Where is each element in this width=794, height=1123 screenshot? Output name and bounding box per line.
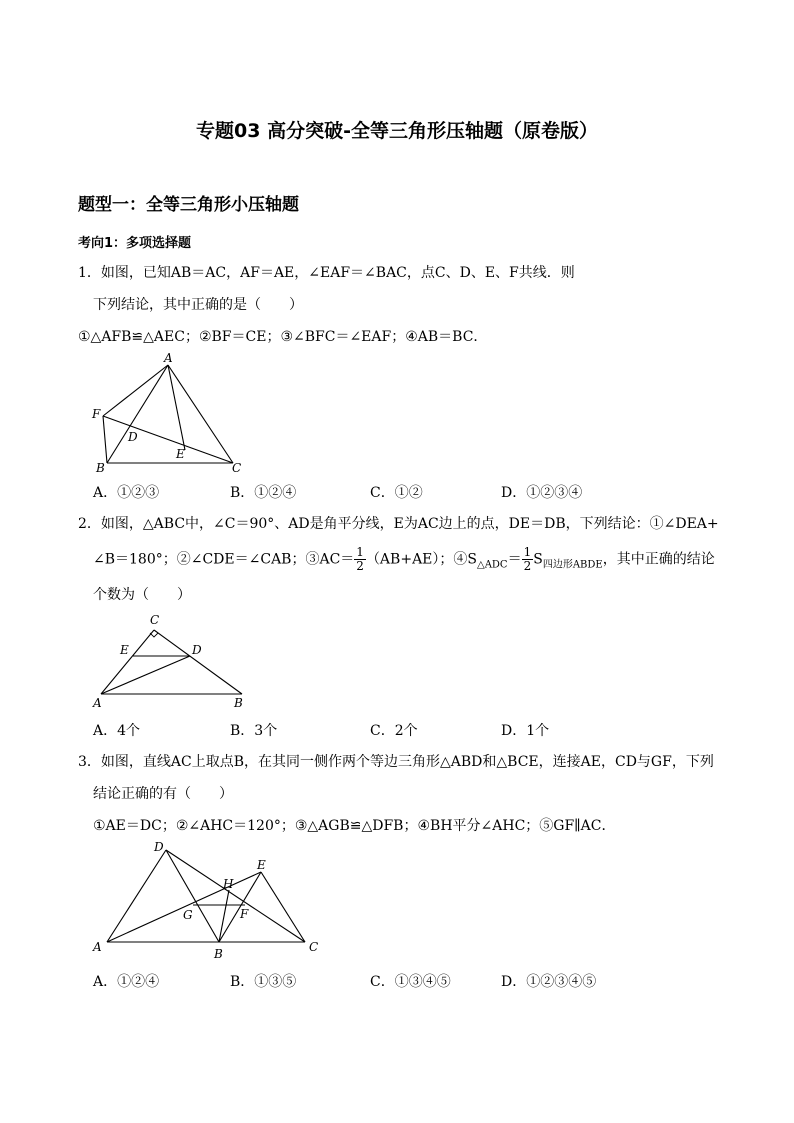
q2-label-a: A xyxy=(93,696,102,710)
q3-label-b: B xyxy=(214,947,223,961)
q2-stem-line1: 2．如图，△ABC中，∠C＝90°、AD是角平分线，E为AC边上的点，DE＝DB，下列结论：①∠DEA+ xyxy=(78,516,719,532)
q3-label-h: H xyxy=(223,877,234,891)
q2-label-e: E xyxy=(120,643,129,657)
q1-figure xyxy=(80,348,260,476)
q2-label-b: B xyxy=(234,696,243,710)
q3-label-d: D xyxy=(154,840,164,854)
q2-fraction-2-num: 1 xyxy=(523,545,532,559)
q1-stem-line1: 1．如图，已知AB＝AC，AF＝AE，∠EAF＝∠BAC，点C、D、E、F共线．则 xyxy=(78,265,575,281)
q2-figure xyxy=(88,608,258,710)
q3-figure xyxy=(88,836,328,964)
q1-option-a[interactable]: A．①②③ xyxy=(93,485,160,501)
q2-option-c[interactable]: C．2个 xyxy=(370,723,418,739)
q3-option-a[interactable]: A．①②④ xyxy=(93,974,160,990)
q1-label-e: E xyxy=(176,447,185,461)
q3-option-b[interactable]: B．①③⑤ xyxy=(230,974,297,990)
q2-option-a[interactable]: A．4个 xyxy=(93,723,141,739)
q2-option-d[interactable]: D．1个 xyxy=(501,723,550,739)
q2-subscript-abde: 四边形ABDE xyxy=(542,559,603,571)
q2-stem-line2 xyxy=(93,546,715,573)
q2-stem-line3: 个数为（ ） xyxy=(93,587,191,603)
subsection-heading: 考向1：多项选择题 xyxy=(78,236,192,251)
q2-line2-part-e: ，其中正确的结论 xyxy=(602,551,715,568)
q2-line2-part-c: ＝ xyxy=(507,551,522,568)
q3-label-f: F xyxy=(240,907,249,921)
q2-label-d: D xyxy=(192,643,202,657)
q2-option-b[interactable]: B．3个 xyxy=(230,723,278,739)
q1-label-c: C xyxy=(232,461,242,475)
q3-label-e: E xyxy=(257,858,266,872)
q2-label-c: C xyxy=(150,613,160,627)
q1-label-b: B xyxy=(96,461,105,475)
q1-label-a: A xyxy=(164,351,173,365)
q2-line2-part-b: （AB+AE）；④S xyxy=(365,551,477,568)
q2-line2-part-a: ∠B＝180°；②∠CDE＝∠CAB；③AC＝ xyxy=(93,551,355,568)
q3-option-d[interactable]: D．①②③④⑤ xyxy=(501,974,597,990)
q3-stem-line2: 结论正确的有（ ） xyxy=(93,786,233,802)
q2-fraction-1-den: 2 xyxy=(356,559,364,573)
q2-fraction-2-den: 2 xyxy=(523,559,532,573)
q2-fraction-1-num: 1 xyxy=(356,545,364,559)
q1-statements: ①△AFB≌△AEC；②BF＝CE；③∠BFC＝∠EAF；④AB＝BC． xyxy=(78,329,488,345)
q1-label-d: D xyxy=(128,430,138,444)
q3-stem-line1: 3．如图，直线AC上取点B，在其同一侧作两个等边三角形△ABD和△BCE，连接AE，CD与GF，下列 xyxy=(78,754,714,770)
q1-option-d[interactable]: D．①②③④ xyxy=(501,485,583,501)
section-heading: 题型一：全等三角形小压轴题 xyxy=(78,195,299,215)
q1-option-b[interactable]: B．①②④ xyxy=(230,485,297,501)
q3-option-c[interactable]: C．①③④⑤ xyxy=(370,974,451,990)
q1-stem-line2: 下列结论，其中正确的是（ ） xyxy=(93,297,303,313)
q2-fraction-2 xyxy=(522,546,534,573)
q3-label-a: A xyxy=(93,940,102,954)
q3-statements: ①AE＝DC；②∠AHC＝120°；③△AGB≌△DFB；④BH平分∠AHC；⑤GF∥AC． xyxy=(93,818,616,834)
q2-line2-part-d: S xyxy=(533,551,543,568)
q3-label-c: C xyxy=(309,940,319,954)
q3-label-g: G xyxy=(183,908,193,922)
q1-option-c[interactable]: C．①② xyxy=(370,485,423,501)
page-title: 专题03 高分突破-全等三角形压轴题（原卷版） xyxy=(196,120,598,142)
q1-label-f: F xyxy=(92,407,101,421)
q2-subscript-adc: △ADC xyxy=(477,559,508,571)
q2-fraction-1 xyxy=(354,546,366,573)
